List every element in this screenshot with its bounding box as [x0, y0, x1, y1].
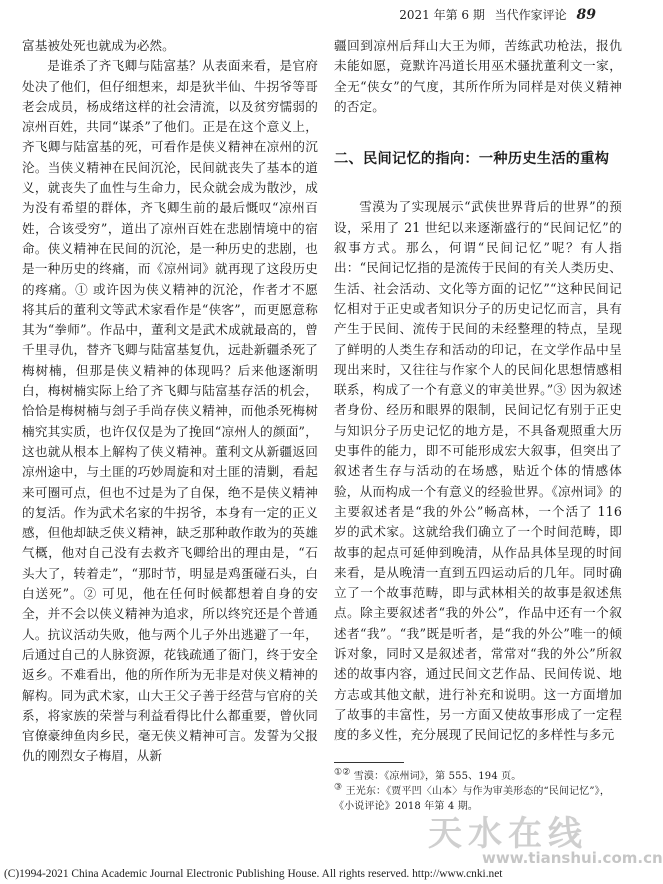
copyright-footer: (C)1994-2021 China Academic Journal Electronic Publishing House. All rights reserved. http://www.cnki.net [4, 868, 503, 880]
body-paragraph: 是谁杀了齐飞卿与陆富基？从表面来看，是官府处决了他们，但仔细想来，却是狄半仙、牛拐爷等哥老会成员，杨成绪这样的社会清流，以及贫穷懦弱的凉州百姓，共同“谋杀”了他们。正是在这个意义上，齐飞卿与陆富基的死，可看作是侠义精神在凉州的沉沦。当侠义精神在民间沉沦，民间就丧失了基本的道义，就丧失了血性与生命力，民众就会成为散沙，成为没有希望的群体，齐飞卿生前的最后慨叹“凉州百姓，合该受穷”，道出了凉州百姓在悲剧情境中的宿命。侠义精神在民间的沉沦，是一种历史的悲剧，也是一种历史的终痛，而《凉州词》就再现了这段历史的疼痛。① 或许因为侠义精神的沉沦，作者才不愿将其后的董利文等武术家看作是“侠客”，而更愿意称其为“拳师”。作品中，董利文是武术成就最高的，曾千里寻仇，替齐飞卿与陆富基复仇，远赴新疆杀死了梅树楠，但那是侠义精神的体现吗？后来他逐渐明白，梅树楠实际上给了齐飞卿与陆富基存活的机会，恰恰是梅树楠与刽子手尚存侠义精神，而他杀死梅树楠究其实质，也许仅仅是为了挽回“凉州人的颜面”，这也就从根本上解构了侠义精神。董利文从新疆返回凉州途中，与土匪的巧妙周旋和对土匪的清剿，看起来可圈可点，但也不过是为了自保，绝不是侠义精神的复活。作为武术名家的牛拐爷，本身有一定的正义感，但他却缺乏侠义精神，缺乏那种敢作敢为的英雄气概，他对自己没有去救齐飞卿给出的理由是，“石头大了，转着走”，“那时节，明显是鸡蛋碰石头，白白送死”。② 可见，他在任何时候都想着自身的安全，并不会以侠义精神为追求，所以终究还是个普通人。抗议活动失败，他与两个儿子外出逃避了一年，后通过自己的人脉资源，花钱疏通了衙门，终于安全返乡。不难看出，他的所作所为无非是对侠义精神的解构。同为武术家，山大王父子善于经营与官府的关系，将家族的荣誉与利益看得比什么都重要，曾伙同官僚豪绅鱼肉乡民，毫无侠义精神可言。发誓为父报仇的刚烈女子梅眉，从新 [22, 58, 318, 764]
footnote-mark: ①② [334, 767, 351, 778]
section-heading: 二、民间记忆的指向：一种历史生活的重构 [334, 151, 610, 168]
left-text-column [22, 36, 318, 767]
body-paragraph: 富基被处死也就成为必然。 [22, 38, 175, 53]
right-text-column [334, 36, 622, 814]
body-paragraph: 雪漠为了实现展示“武侠世界背后的世界”的预设，采用了 21 世纪以来逐渐盛行的“民间记忆”的叙事方式。那么，何谓“民间记忆”呢？有人指出：“民间记忆指的是流传于民间的有关人类历史、生活、社会活动、文化等方面的记忆”“这种民间记忆相对于正史或者知识分子的历史记忆而言，具有产生于民间、流传于民间的未经整理的特点，呈现了鲜明的人类生存和活动的印记，在文学作品中呈现出来时，又往往与作家个人的民间化思想情感相联系，构成了一个有意义的审美世界。”③ 因为叙述者身份、经历和眼界的限制，民间记忆有别于正史与知识分子历史记忆的地方是，不具备观照重大历史事件的能力，即不可能形成宏大叙事，但突出了叙述者生存与活动的在场感，贴近个体的情感体验，从而构成一个有意义的经验世界。《凉州词》的主要叙述者是“我的外公”畅高林，一个活了 116 岁的武术家。这就给我们确立了一个时间范畴，即故事的起点可延伸到晚清，从作品具体呈现的时间来看，是从晚清一直到五四运动后的几年。同时确立了一个故事范畴，即与武林相关的故事是叙述焦点。除主要叙述者“我的外公”，作品中还有一个叙述者“我”。“我”既是听者，是“我的外公”唯一的倾诉对象，同时又是叙述者，常常对“我的外公”所叙述的故事内容，通过民间文艺作品、民间传说、地方志或其他文献，进行补充和说明。这一方面增加了故事的丰富性，另一方面又使故事形成了一定程度的多义性，充分展现了民间记忆的多样性与多元 [334, 199, 622, 743]
page-number: 89 [576, 7, 596, 23]
footnote-text: 王光东：《贾平凹〈山本〉与作为审美形态的“民间记忆”》，《小说评论》2018 年第 4 期。 [334, 785, 610, 812]
watermark-url: www.tianshui.com.cn [482, 849, 663, 867]
journal-name: 当代作家评论 [494, 8, 567, 22]
footnote-text: 雪漠：《凉州词》，第 555、194 页。 [353, 770, 522, 782]
footnote-mark: ③ [334, 782, 343, 793]
issue-label: 2021 年第 6 期 [399, 8, 485, 22]
body-paragraph: 疆回到凉州后拜山大王为师，苦练武功枪法，报仇未能如愿，竟默许冯道长用巫术骚扰董利文一家，全无“侠女”的气度，其所作所为同样是对侠义精神的否定。 [334, 38, 622, 114]
footnote [334, 769, 622, 784]
watermark-logo: 天水在线 [428, 814, 588, 854]
footnote-divider [334, 762, 404, 763]
running-header [399, 6, 596, 23]
